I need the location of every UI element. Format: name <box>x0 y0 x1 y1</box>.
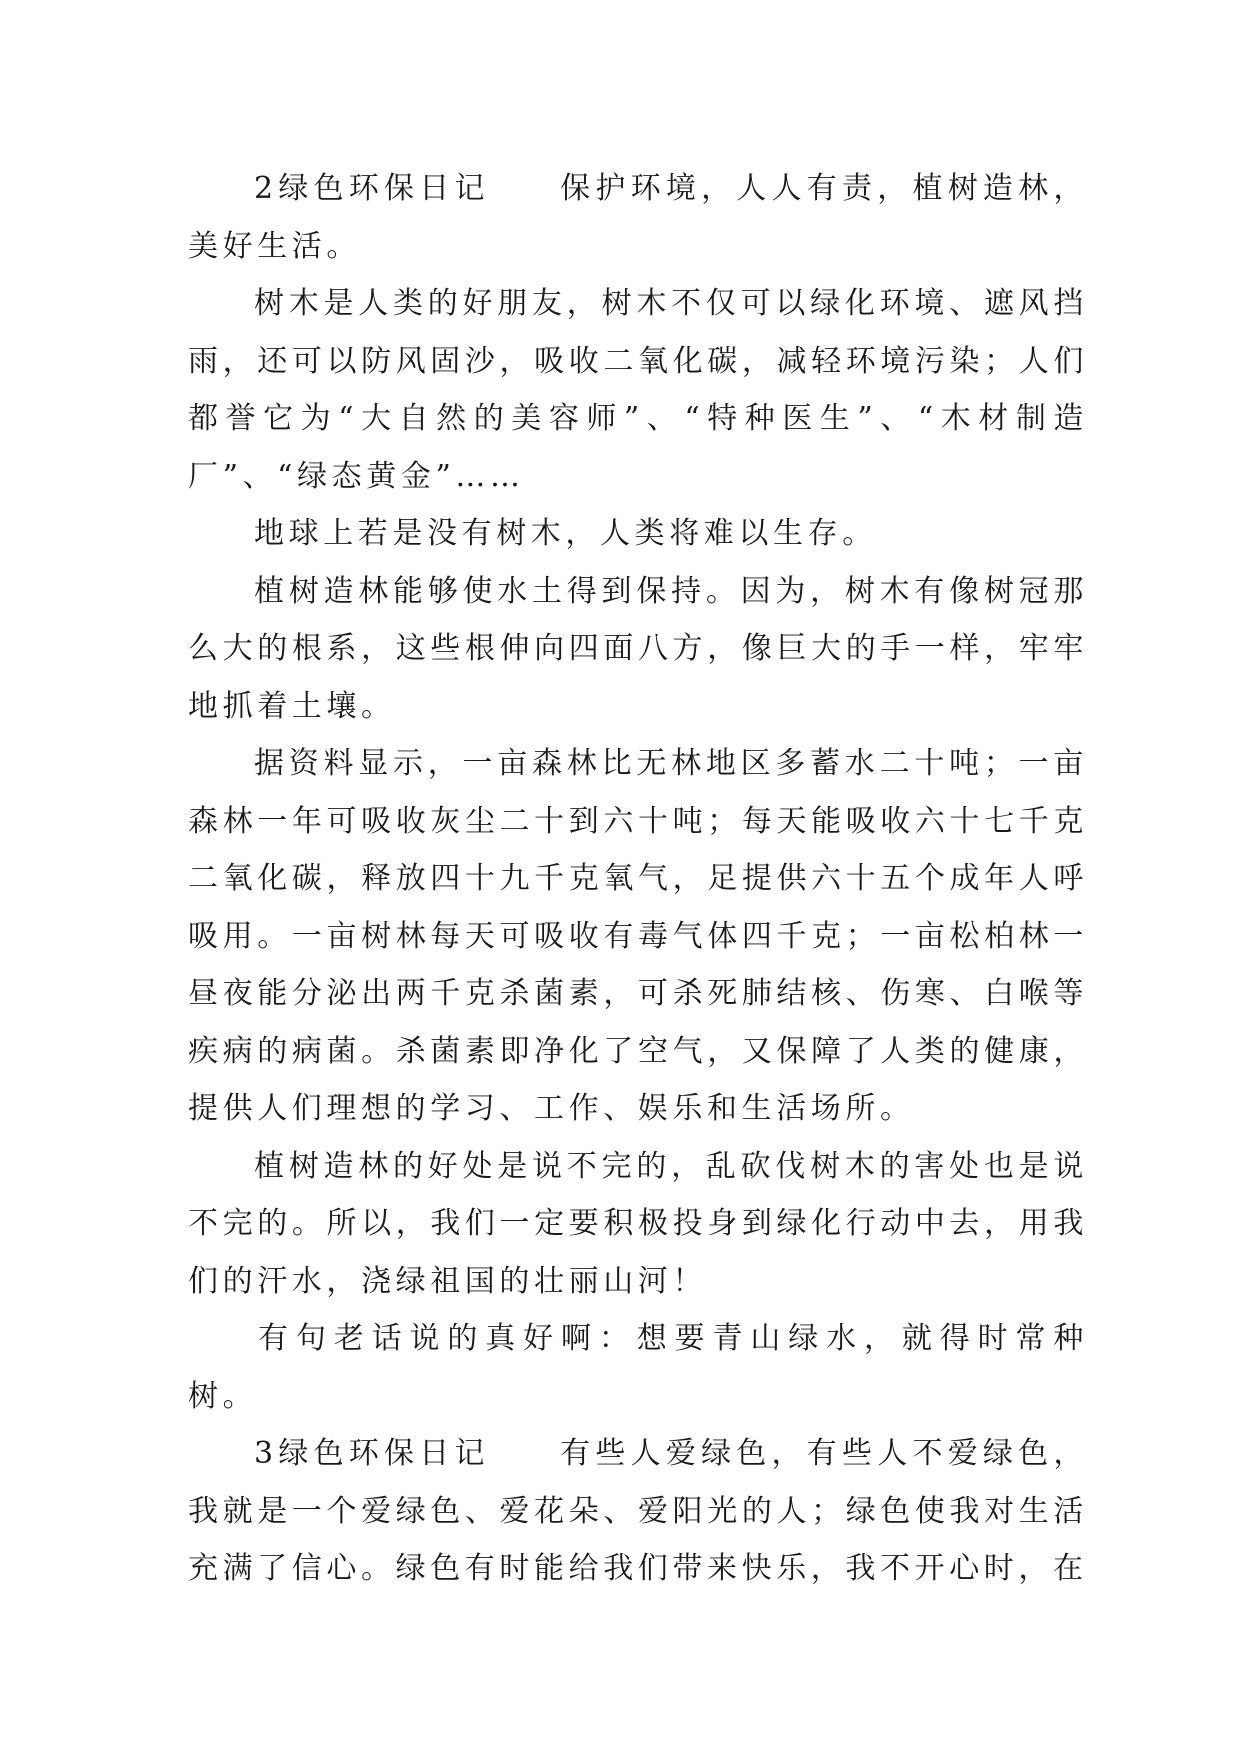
paragraph-soil-retention: 植树造林能够使水土得到保持。因为，树木有像树冠那么大的根系，这些根伸向四面八方，像巨大的手一样，牢牢地抓着土壤。 <box>188 573 1088 724</box>
paragraph-diary-2-intro: 2绿色环保日记 保护环境，人人有责，植树造林，美好生活。 <box>188 171 1088 264</box>
paragraph-benefits: 植树造林的好处是说不完的，乱砍伐树木的害处也是说不完的。所以，我们一定要积极投身到绿化行动中去，用我们的汗水，浇绿祖国的壮丽山河！ <box>188 1148 1088 1299</box>
paragraph-forest-data: 据资料显示，一亩森林比无林地区多蓄水二十吨；一亩森林一年可吸收灰尘二十到六十吨；每天能吸收六十七千克二氧化碳，释放四十九千克氧气，足提供六十五个成年人呼吸用。一亩树林每天可吸收有毒气体四千克；一亩松柏林一昼夜能分泌出两千克杀菌素，可杀死肺结核、伤寒、白喉等疾病的病菌。杀菌素即净化了空气，又保障了人类的健康，提供人们理想的学习、工作、娱乐和生活场所。 <box>188 746 1088 1126</box>
paragraph-trees-friends: 树木是人类的好朋友，树木不仅可以绿化环境、遮风挡雨，还可以防风固沙，吸收二氧化碳，减轻环境污染；人们都誉它为“大自然的美容师”、“特种医生”、“木材制造厂”、“绿态黄金”…… <box>188 286 1088 494</box>
paragraph-earth-without-trees: 地球上若是没有树木，人类将难以生存。 <box>254 516 877 551</box>
paragraph-old-saying: 有句老话说的真好啊：想要青山绿水，就得时常种树。 <box>188 1321 1088 1414</box>
document-page <box>188 160 1088 1598</box>
paragraph-diary-3-intro: 3绿色环保日记 有些人爱绿色，有些人不爱绿色，我就是一个爱绿色、爱花朵、爱阳光的人；绿色使我对生活充满了信心。绿色有时能给我们带来快乐，我不开心时，在 <box>188 1436 1088 1586</box>
